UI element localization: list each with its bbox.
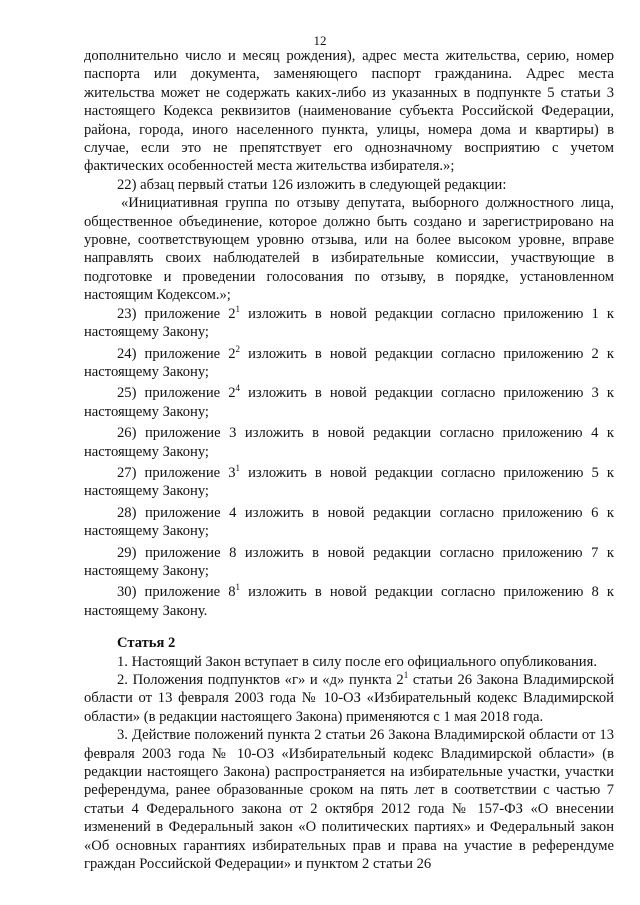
document-body [84,47,614,873]
item-22: 22) абзац первый статьи 126 изложить в следующей редакции: [117,176,507,193]
amendment-item-text-rest: изложить в новой редакции согласно приложению 3 к настоящему Закону; [84,385,614,420]
article-2-paragraph-1: 1. Настоящий Закон вступает в силу после его официального опубликования. [117,653,597,670]
amendment-item [84,305,614,342]
amendment-item-text: 29) приложение 8 изложить в новой редакции согласно приложению 7 к настоящему Закону; [84,544,614,579]
article-2-p2-post: статьи 26 Закона Владимирской области от 13 февраля 2003 года № 10-ОЗ «Избирательный кодекс Владимирской области» (в редакции настоящего Закона) применяются с 1 мая 2018 года. [84,672,614,725]
amendment-item [84,544,614,581]
amendment-item [84,384,614,421]
amendment-item [84,464,614,501]
article-2-paragraph-2 [84,671,614,726]
article-2-p2-sup: 1 [403,670,409,681]
amendment-item [84,504,614,541]
page-number: 12 [313,33,327,48]
amendment-items-list [84,305,614,621]
amendment-item-text-rest: изложить в новой редакции согласно приложению 1 к настоящему Закону; [84,305,614,341]
amendment-item-superscript: 1 [235,303,240,314]
amendment-item-text-rest: изложить в новой редакции согласно приложению 2 к настоящему Закону; [84,345,614,380]
amendment-item [84,583,614,620]
amendment-item-text: 24) приложение 2 [117,345,236,362]
paragraph-intro: дополнительно число и месяц рождения), адрес места жительства, серию, номер паспорта или документа, заменяющего паспорт гражданина. Адрес места жительства может не содержать каких-либо из указанных в подпункте 5 статьи 3 настоящего Кодекса реквизитов (наименование субъекта Российской Федерации, района, города, иного населенного пункта, улицы, номера дома и квартиры) в случае, если это не препятствует его однозначному восприятию с учетом фактических особенностей места жительства избирателя.»; [84,48,614,175]
article-2-p2-pre: 2. Положения подпунктов «г» и «д» пункта 2 [117,672,404,688]
amendment-item-text-rest: изложить в новой редакции согласно приложению 5 к настоящему Закону; [84,464,614,500]
amendment-item-superscript: 2 [235,343,240,354]
amendment-item-superscript: 1 [235,463,240,474]
article-2-paragraph-3: 3. Действие положений пункта 2 статьи 26 Закона Владимирской области от 13 февраля 2003 года № 10-ОЗ «Избирательный кодекс Владимирской области» (в редакции настоящего Закона) распространяется на избирательные участки, участки референдума, ранее образованные сроком на пять лет в соответствии с частью 7 статьи 4 Федерального закона от 2 октября 2012 года № 157-ФЗ «О внесении изменений в Федеральный закон «О политических партиях» и Федеральный закон «Об основных гарантиях избирательных прав и права на участие в референдуме граждан Российской Федерации» и пунктом 2 статьи 26 [84,727,614,873]
amendment-item-text: 30) приложение 8 [117,584,236,601]
amendment-item-text-rest: изложить в новой редакции согласно приложению 8 к настоящему Закону. [84,584,614,619]
amendment-item-text: 23) приложение 2 [117,305,236,322]
amendment-item-text: 25) приложение 2 [117,385,236,402]
amendment-item-text: 26) приложение 3 изложить в новой редакции согласно приложению 4 к настоящему Закону; [84,425,614,460]
amendment-item-superscript: 1 [235,582,240,593]
amendment-item-superscript: 4 [235,383,240,394]
article-2-heading: Статья 2 [117,635,176,652]
amendment-item-text: 27) приложение 3 [117,464,236,481]
amendment-item-text: 28) приложение 4 изложить в новой редакции согласно приложению 6 к настоящему Закону; [84,504,614,540]
amendment-item [84,424,614,461]
amendment-item [84,345,614,382]
quote-article-126: «Инициативная группа по отзыву депутата, выборного должностного лица, общественное объединение, которое должно быть создано и зарегистрировано на уровне, соответствующем уровню отзыва, или на более высоком уровне, вправе направлять своих наблюдателей в избирательные комиссии, участвующие в подготовке и проведении голосования по отзыву, в порядке, установленном настоящим Кодексом.»; [84,195,614,304]
